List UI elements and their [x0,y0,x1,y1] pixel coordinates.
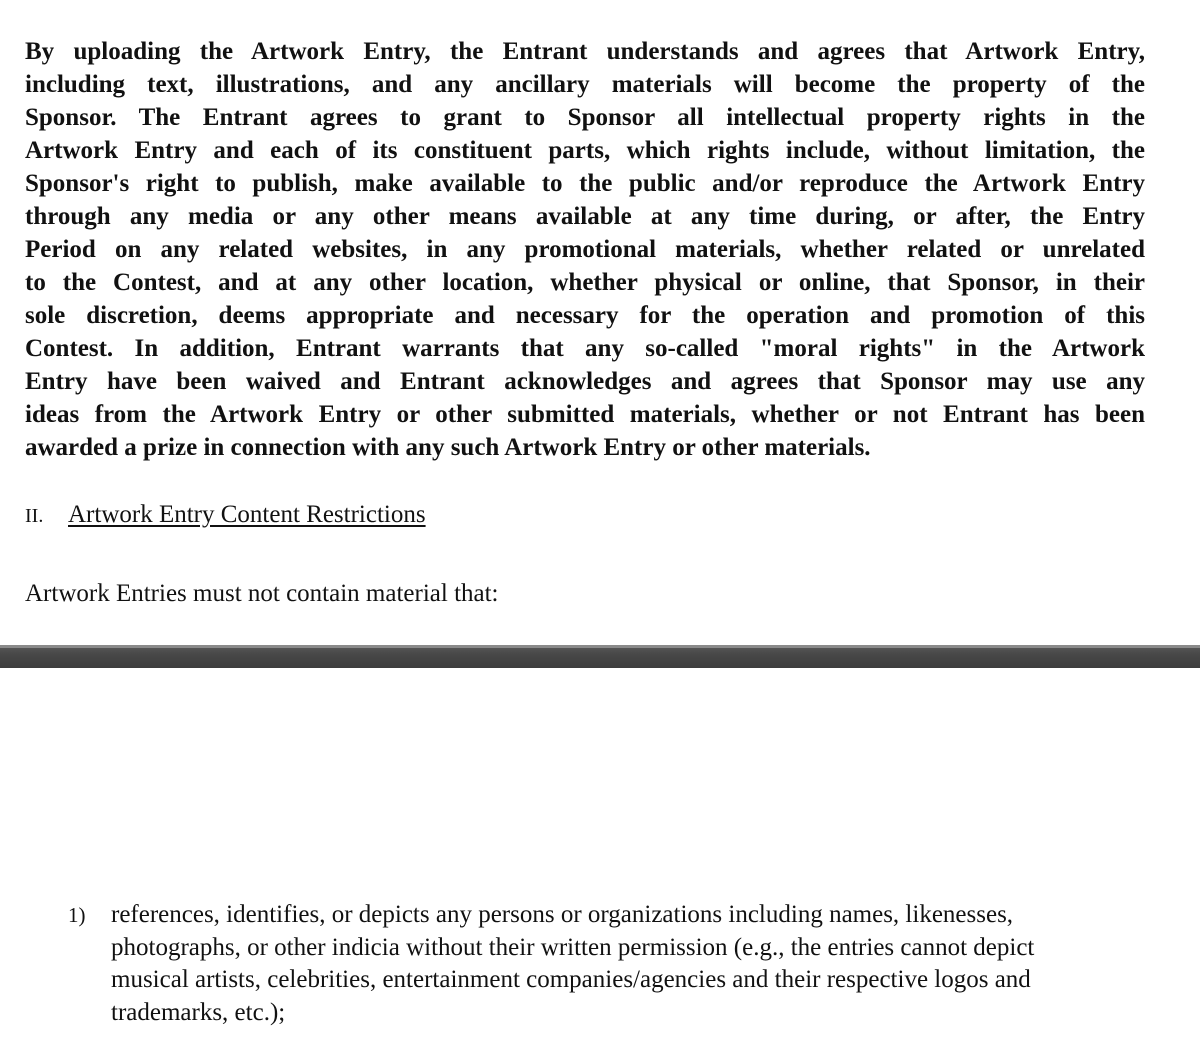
paragraph-line: ideas from the Artwork Entry or other submitted materials, whether or not Entrant has been [25,401,1145,428]
paragraph-line: sole discretion, deems appropriate and necessary for the operation and promotion of this [25,302,1145,329]
paragraph-line: Sponsor's right to publish, make available to the public and/or reproduce the Artwork Entry [25,170,1145,197]
paragraph-line: Contest. In addition, Entrant warrants that any so-called "moral rights" in the Artwork [25,335,1145,362]
page-break-divider [0,645,1200,668]
paragraph-line: Period on any related websites, in any promotional materials, whether related or unrelated [25,236,1145,263]
list-marker: 1) [68,903,86,927]
list-item-line: photographs, or other indicia without their written permission (e.g., the entries cannot depict [111,933,1035,961]
list-item-body [111,899,1156,1029]
list-item-line: references, identifies, or depicts any persons or organizations including names, likenesses, [111,901,1014,928]
paragraph-line: including text, illustrations, and any ancillary materials will become the property of the [25,71,1145,98]
paragraph-line: to the Contest, and at any other location, whether physical or online, that Sponsor, in their [25,269,1145,296]
paragraph-line: By uploading the Artwork Entry, the Entrant understands and agrees that Artwork Entry, [25,38,1145,65]
paragraph-line: awarded a prize in connection with any such Artwork Entry or other materials. [25,434,871,461]
list-item-line: trademarks, etc.); [111,998,286,1026]
list-item-line: musical artists, celebrities, entertainment companies/agencies and their respective logos and [111,966,1031,993]
section-heading [25,499,426,532]
section-title: Artwork Entry Content Restrictions [68,501,426,528]
paragraph-line: through any media or any other means available at any time during, or after, the Entry [25,203,1145,230]
section-number: II. [25,505,44,527]
paragraph-line: Entry have been waived and Entrant acknowledges and agrees that Sponsor may use any [25,368,1145,395]
paragraph-line: Artwork Entry and each of its constituent parts, which rights include, without limitation, the [25,137,1145,164]
paragraph-line: Sponsor. The Entrant agrees to grant to Sponsor all intellectual property rights in the [25,104,1145,131]
intro-text: Artwork Entries must not contain material that: [25,580,499,607]
ownership-paragraph [25,35,1145,464]
